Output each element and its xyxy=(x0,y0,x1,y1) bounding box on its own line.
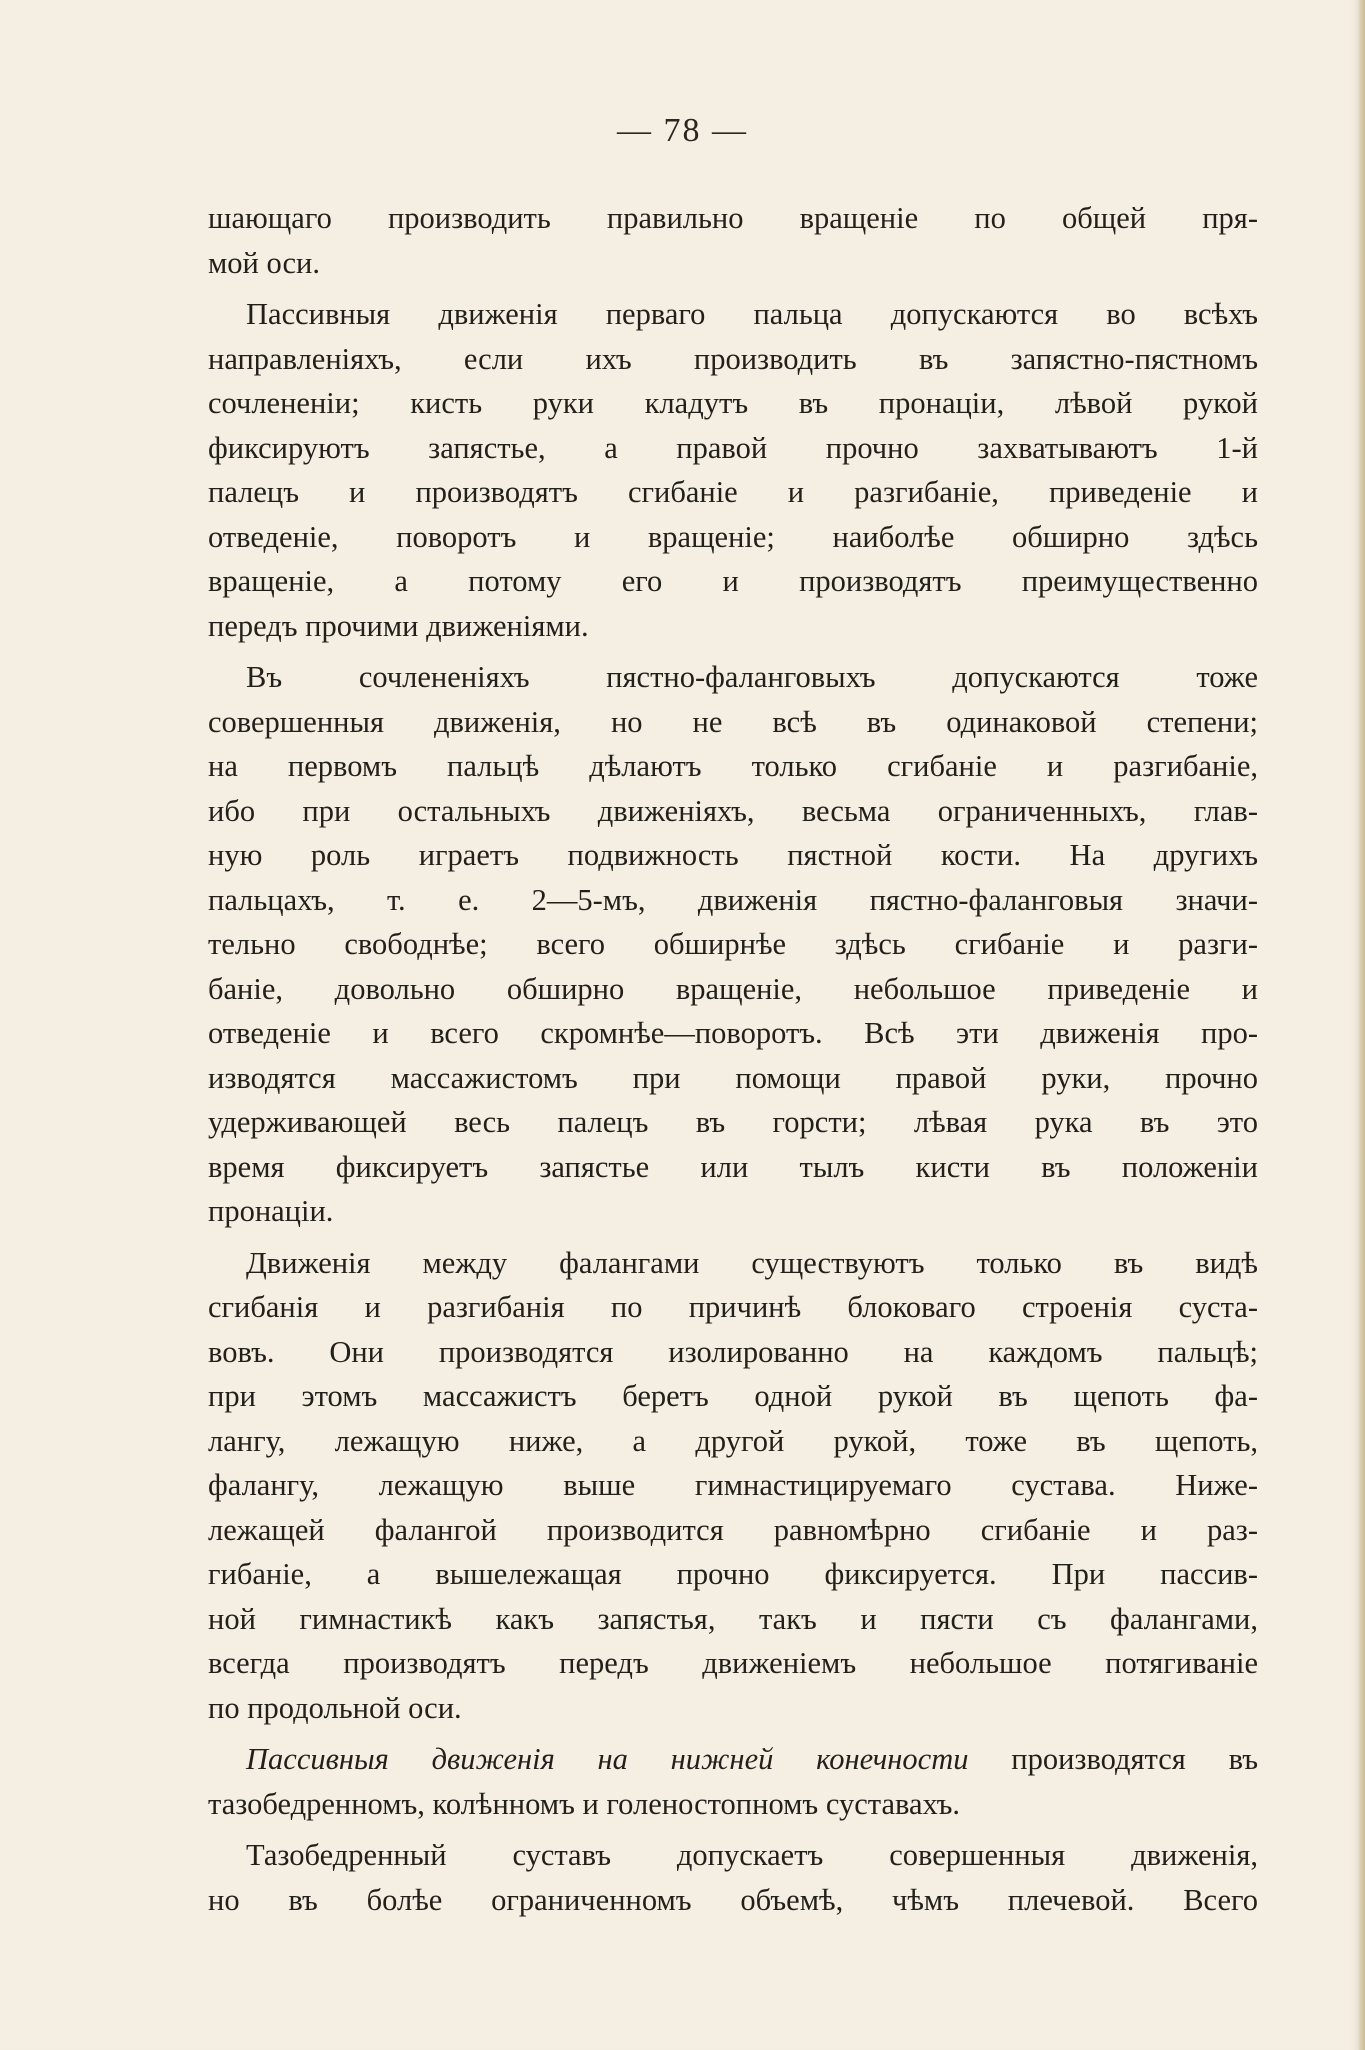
text-line: сочлененіи; кисть руки кладутъ въ пронаціи, лѣвой рукой xyxy=(208,386,1258,420)
text-line: при этомъ массажистъ беретъ одной рукой въ щепоть фа- xyxy=(208,1379,1258,1413)
text-line: совершенныя движенія, но не всѣ въ одинаковой степени; xyxy=(208,704,1258,739)
text-line: ной гимнастикѣ какъ запястья, такъ и пясти съ фалангами, xyxy=(208,1601,1258,1636)
text-line xyxy=(208,1737,1258,1782)
text-line: Движенія между фалангами существуютъ только въ видѣ xyxy=(246,1245,1258,1280)
text-line: удерживающей весь палецъ въ горсти; лѣвая рука въ это xyxy=(208,1105,1258,1139)
body-text xyxy=(208,196,1258,1929)
paragraph-1 xyxy=(208,196,1258,285)
text-line: тельно свободнѣе; всего обширнѣе здѣсь сгибаніе и разги- xyxy=(208,927,1258,961)
text-line: шающаго производить правильно вращеніе по общей пря- xyxy=(208,201,1258,235)
text-line: лежащей фалангой производится равномѣрно сгибаніе и раз- xyxy=(208,1512,1258,1547)
text-line: направленіяхъ, если ихъ производить въ запястно-пястномъ xyxy=(208,341,1258,376)
paragraph-4 xyxy=(208,1241,1258,1731)
text-line: лангу, лежащую ниже, а другой рукой, тоже въ щепоть, xyxy=(208,1423,1258,1458)
text-line: отведеніе, поворотъ и вращеніе; наиболѣе обширно здѣсь xyxy=(208,519,1258,554)
text-line: передъ прочими движеніями. xyxy=(208,608,589,643)
paragraph-3 xyxy=(208,655,1258,1234)
text-line: пальцахъ, т. е. 2—5-мъ, движенія пястно-фаланговыя значи- xyxy=(208,882,1258,917)
paragraph-2 xyxy=(208,292,1258,648)
text-line: мой оси. xyxy=(208,245,320,280)
text-line: всегда производятъ передъ движеніемъ небольшое потягиваніе xyxy=(208,1646,1258,1680)
text-line: но въ болѣе ограниченномъ объемѣ, чѣмъ плечевой. Всего xyxy=(208,1882,1258,1917)
text-line: на первомъ пальцѣ дѣлаютъ только сгибаніе и разгибаніе, xyxy=(208,749,1258,783)
paragraph-6 xyxy=(208,1833,1258,1922)
text-line: тазобедренномъ, колѣнномъ и голеностопномъ суставахъ. xyxy=(208,1786,961,1821)
paragraph-5 xyxy=(208,1737,1258,1826)
text-line: Въ сочлененіяхъ пястно-фаланговыхъ допускаются тоже xyxy=(246,660,1258,694)
page-edge xyxy=(1359,0,1365,2050)
text-line: фиксируютъ запястье, а правой прочно захватываютъ 1-й xyxy=(208,430,1258,465)
page-number: — 78 — xyxy=(617,112,748,149)
text-line: время фиксируетъ запястье или тылъ кисти въ положеніи xyxy=(208,1149,1258,1184)
text-line: баніе, довольно обширно вращеніе, небольшое приведеніе и xyxy=(208,971,1258,1006)
text-line: пронаціи. xyxy=(208,1194,334,1228)
text-line: ибо при остальныхъ движеніяхъ, весьма ограниченныхъ, глав- xyxy=(208,793,1258,828)
text-run: производятся въ xyxy=(968,1742,1258,1776)
italic-heading: Пассивныя движенія на нижней конечности xyxy=(246,1742,969,1776)
text-line: по продольной оси. xyxy=(208,1690,462,1725)
text-line: ную роль играетъ подвижность пястной кости. На другихъ xyxy=(208,838,1258,872)
text-line: вовъ. Они производятся изолированно на каждомъ пальцѣ; xyxy=(208,1334,1258,1369)
text-line: гибаніе, а вышележащая прочно фиксируется. При пассив- xyxy=(208,1557,1258,1591)
text-line: фалангу, лежащую выше гимнастицируемаго сустава. Ниже- xyxy=(208,1468,1258,1502)
text-line: палецъ и производятъ сгибаніе и разгибаніе, приведеніе и xyxy=(208,475,1258,509)
text-line: вращеніе, а потому его и производятъ преимущественно xyxy=(208,564,1258,598)
text-line: Пассивныя движенія перваго пальца допускаются во всѣхъ xyxy=(246,297,1258,331)
text-line: сгибанія и разгибанія по причинѣ блоковаго строенія суста- xyxy=(208,1290,1258,1324)
text-line: изводятся массажистомъ при помощи правой руки, прочно xyxy=(208,1060,1258,1095)
text-line: Тазобедренный суставъ допускаетъ совершенныя движенія, xyxy=(246,1838,1258,1872)
text-line: отведеніе и всего скромнѣе—поворотъ. Всѣ эти движенія про- xyxy=(208,1016,1258,1050)
